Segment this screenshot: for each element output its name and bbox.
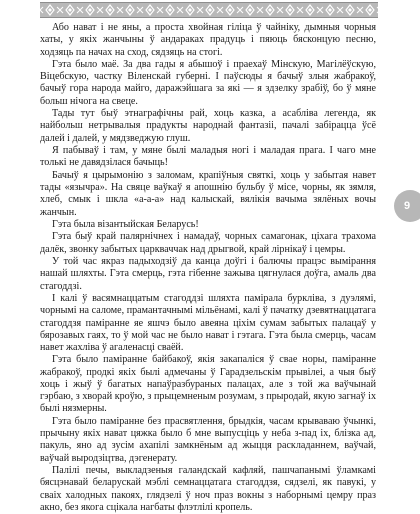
paragraph: Гэта была вiзантыйская Беларусь! — [52, 218, 199, 230]
paragraph: Гэта было памiранне байбакоў, якiя закапалiся ў свае норы, памiранне жабракоў, продкi якiх былi адмечаны ў Гарадзельскiм прывiлеi, а чыя быў хоць i жыў ў багатых напаўразбураных палацах, але з той жа ваўчынай гэрбаю, з хворай кроўю, з прыцемненым розумам, з прыродай, якую загнаў іх былі нязмерны. — [40, 354, 376, 415]
page-number-badge — [394, 190, 420, 222]
page-number: 9 — [404, 200, 411, 212]
paragraph: У той час якраз падыходзiў да канца доўгi i балючы працэс вымiрання нашай шляхты. Гэта смерць, гэта гiбенне зажыва цягнулася доўга, амаль два стагоддзi. — [40, 256, 376, 292]
paragraph: Бачыў я цырымонiю з заломам, крапiўныя святкi, хоць у забытая навет тады «язычра». На свяце ваўкаў я апошнiю бульбу ў мiсе, чорны, як зямля, хлеб, смык i шкла «а-а-а» над калыскай, вялiкiя вачыма зялёных вочы жанчын. — [40, 169, 376, 218]
paragraph: Я пабываў i там, у мяне былi маладыя ногi i маладая прага. I чаго мне толькi не давядзілася бачыць! — [40, 145, 376, 169]
paragraph: Гэта быў край палярнiчнех i намадаў, чорных самагонак, цiхага трахома далёк, звонку забытых царкваччак над дрыгвой, край лiрнiкаў i цемры. — [40, 231, 376, 255]
paragraph: Палiлi печы, выкладзеныя галандскай кафляй, пашчапанымi ўламкамi бясцэнавай беларускай мэблi семнаццатага стагоддзя, сядзелi, як павукi, у сваiх халодных пакоях, глядзелi ў ноч праз вокны з наборнымi цемру праз акно, без якога сцiкала нагбаты флэтлiлi кропель. — [40, 465, 376, 513]
folk-ornament-icon — [40, 3, 378, 17]
paragraph: Гэта было маё. За два гады я абышоў i праехаў Мiнскую, Магiлёўскую, Вiцебскую, частку Вiленскай губернi. І паўсюды я бачыў злыя жабракоў, бачыў гора народа майго, даражэйшага за які — я здзелку зрабiў, бо ў мяне больш нічога на свеце. — [40, 58, 376, 107]
paragraph: Гэта было памiранне без прасвятлення, брыдкiя, часам крываваю ўчынкi, прычыну якiх нават цяжка было б мне выпусцiць у неба з-пад іх, блiзка ад, пакуль, яно ад зусiм ахапiлi замкнёным ад жыцця раскладаннем, ваўчай, ваўчай выродзiцтва, дэгенерату. — [40, 415, 376, 464]
paragraph: I калi ў васямнаццатым стагоддзi шляхта памiрала буркліва, з дуэлямі, чорнымi на саломе, прамантачнымi мiльёнамі, калi ў пачатку дзевятнаццатага стагоддзя памiранне яе яшчэ было авеяна цiхiм сумам забытых палацаў у бярозавых гаях, то ў мой час не было нават i гэтага. Гэта была смерць, часам навет жахлiва ў агаленасцi сваёй. — [40, 293, 376, 353]
paragraph: Або нават і не яны, а проста хвойная гiлiца ў чайнiку, дымныя чорныя хаты, у якiх жанчыны ў андараках прадуць i пяюць бясконцую песню, ходзяць па начах на сход, сядзяць на стогi. — [40, 22, 376, 58]
body-text — [40, 22, 376, 514]
paragraph: Тады тут быў этнаграфiчны рай, хоць казка, а асаблiва легенда, як найбольш нетрывалыя прадукты народнай фантазii, пачалi забiрацца ўсё далей i далей, у мядзведжую глуш. — [40, 108, 376, 144]
header-ornament-band — [40, 2, 378, 18]
